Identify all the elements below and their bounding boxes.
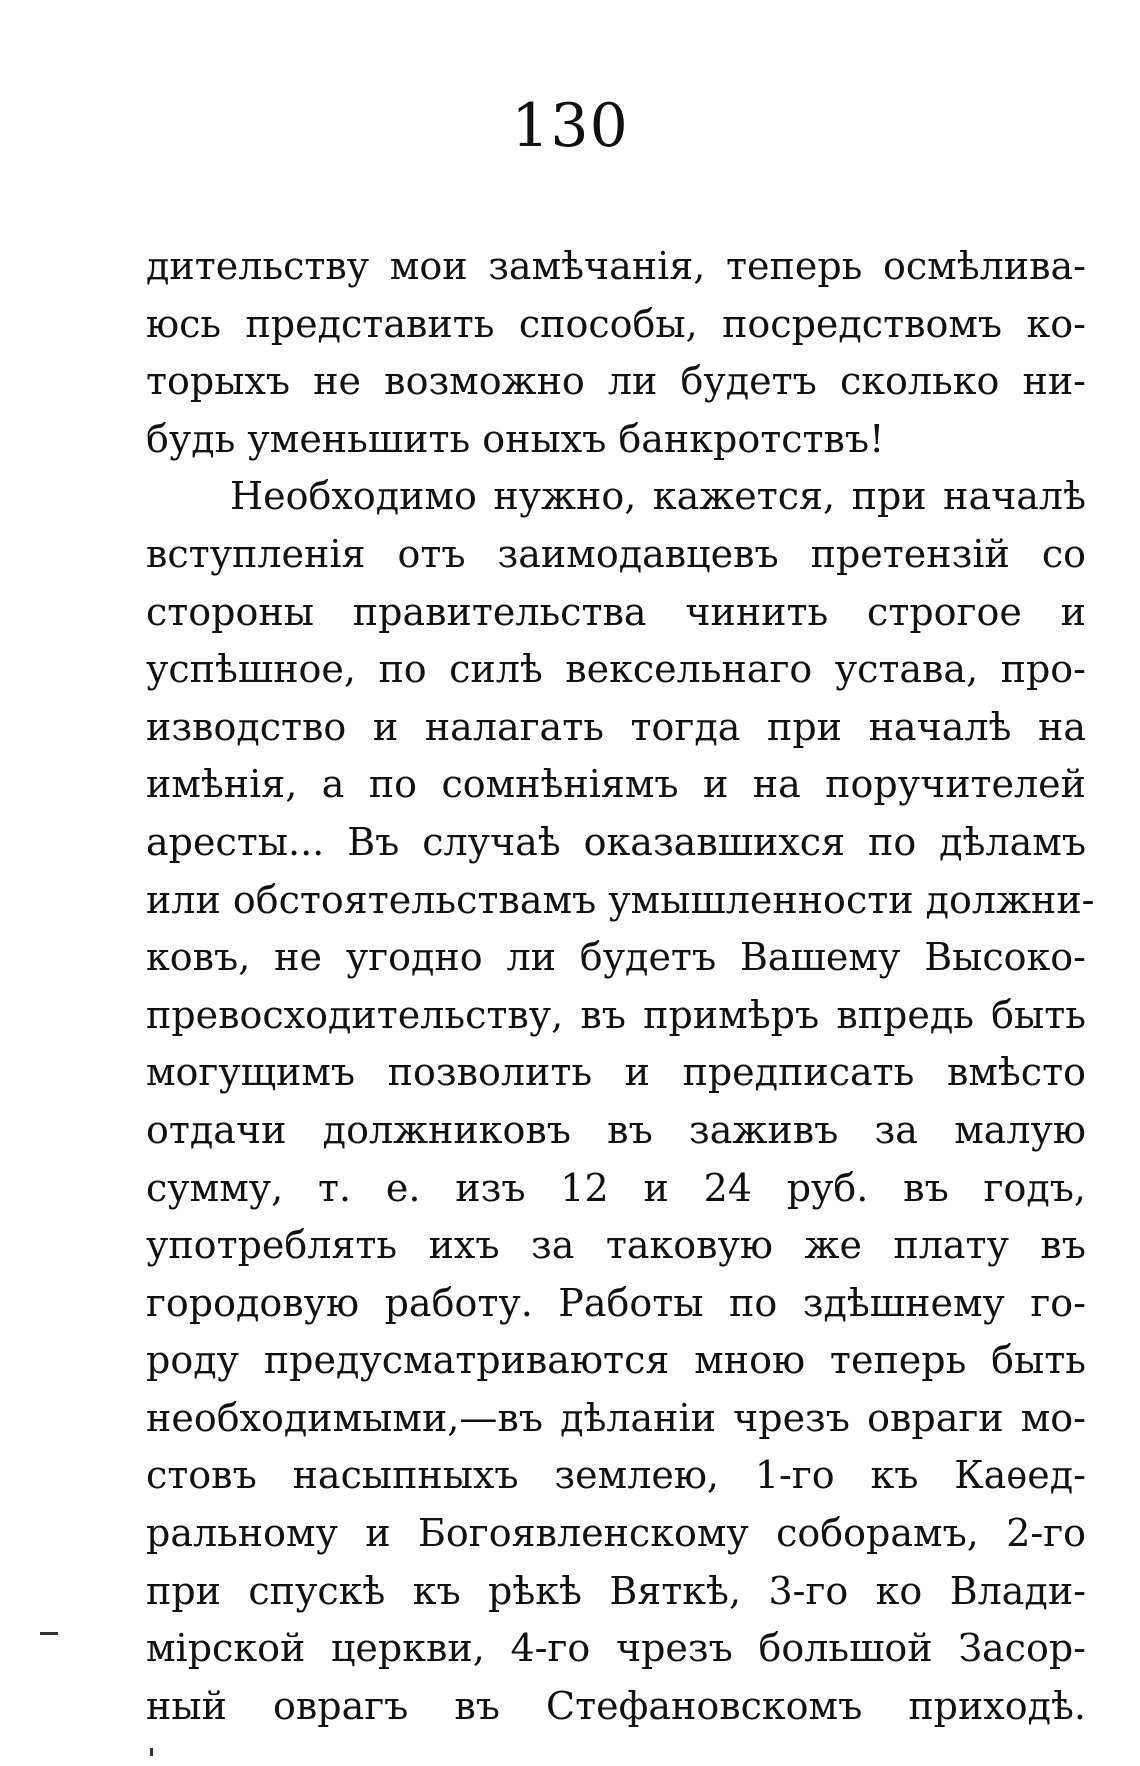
text-line: юсь представить способы, посредствомъ ко- xyxy=(146,301,1086,346)
text-line: при спускѣ къ рѣкѣ Вяткѣ, 3-го ко Влади- xyxy=(146,1568,1086,1613)
text-line: городовую работу. Работы по здѣшнему го- xyxy=(146,1280,1086,1325)
text-line: имѣнія, а по сомнѣніямъ и на поручителей xyxy=(146,762,1086,807)
body-text xyxy=(146,238,1095,1735)
text-line: стороны правительства чинить строгое и xyxy=(146,589,1086,634)
text-line: ковъ, не угодно ли будетъ Вашему Высоко- xyxy=(146,935,1086,980)
text-line: превосходительству, въ примѣръ впредь быть xyxy=(146,992,1086,1037)
text-line: вступленія отъ заимодавцевъ претензій со xyxy=(146,531,1086,576)
text-line: роду предусматриваются мною теперь быть xyxy=(146,1338,1086,1383)
text-line: употреблять ихъ за таковую же плату въ xyxy=(146,1223,1086,1268)
margin-dot-mark xyxy=(150,1748,153,1756)
text-line: сумму, т. е. изъ 12 и 24 руб. въ годъ, xyxy=(146,1165,1086,1210)
margin-dash-mark xyxy=(40,1632,58,1635)
text-line: аресты... Въ случаѣ оказавшихся по дѣламъ xyxy=(146,819,1086,864)
text-line: стовъ насыпныхъ землею, 1-го къ Каѳед- xyxy=(146,1453,1086,1498)
text-line: ральному и Богоявленскому соборамъ, 2-го xyxy=(146,1511,1086,1556)
text-line: Необходимо нужно, кажется, при началѣ xyxy=(230,474,1086,519)
text-line: дительству мои замѣчанія, теперь осмѣлива- xyxy=(146,244,1086,288)
text-line: изводство и налагать тогда при началѣ на xyxy=(146,704,1086,749)
text-line: мірской церкви, 4-го чрезъ большой Засор- xyxy=(146,1626,1086,1671)
page-number: 130 xyxy=(511,91,629,161)
text-line: будь уменьшить оныхъ банкротствъ! xyxy=(146,416,885,461)
text-line: необходимыми,—въ дѣланіи чрезъ овраги мо- xyxy=(146,1395,1086,1440)
text-line: ный оврагъ въ Стефановскомъ приходѣ. xyxy=(146,1683,1086,1728)
text-line: торыхъ не возможно ли будетъ сколько ни- xyxy=(146,359,1086,404)
text-line: или обстоятельствамъ умышленности должни- xyxy=(146,877,1095,922)
text-line: успѣшное, по силѣ вексельнаго устава, про- xyxy=(146,647,1086,692)
text-line: отдачи должниковъ въ заживъ за малую xyxy=(146,1107,1086,1152)
text-line: могущимъ позволить и предписать вмѣсто xyxy=(146,1050,1086,1095)
